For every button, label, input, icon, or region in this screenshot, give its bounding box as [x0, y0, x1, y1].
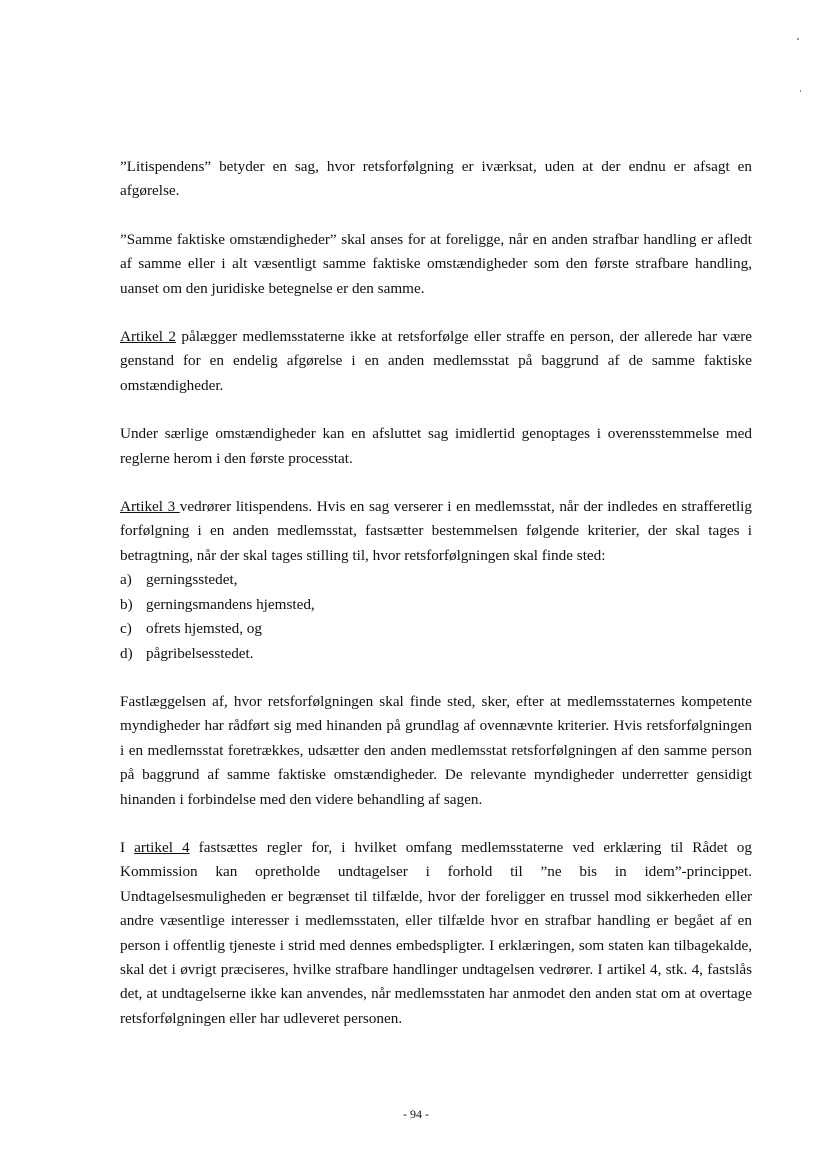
list-item [120, 617, 752, 641]
list-marker: c) [120, 620, 132, 638]
scan-speck [797, 38, 799, 40]
article-4-reference: artikel 4 [134, 838, 190, 856]
list-marker: d) [120, 644, 133, 662]
criteria-list [120, 568, 752, 666]
article-4-text: fastsættes regler for, i hvilket omfang medlemsstaterne ved erklæring til Rådet og Kommission kan opretholde undtagelser i forhold til ”ne bis in idem”-princippet. Undtagelsesmuligheden er begrænset til tilfælde, hvor der foreligger en trussel mod sikkerheden eller andre væsentlige interesser i medlemsstaten, eller tilfælde hvor en strafbar handling er begået af en person i offentlig tjeneste i strid med dennes embedspligter. I erklæringen, som staten kan tilbagekalde, skal det i øvrigt præciseres, hvilke strafbare handlinger undtagelsen vedrører. I artikel 4, stk. 4, fastslås det, at undtagelserne ikke kan anvendes, når medlemsstaten har anmodet den anden stat om at overtage retsforfølgningen eller har udleveret personen. [120, 838, 752, 1027]
list-marker: b) [120, 595, 133, 613]
page-number: - 94 - [403, 1107, 429, 1121]
article-4-paragraph [120, 836, 752, 1031]
article-3-paragraph [120, 495, 752, 568]
reopening-paragraph: Under særlige omstændigheder kan en afsluttet sag imidlertid genoptages i overensstemmelse med reglerne herom i den første processtat. [120, 425, 752, 467]
document-body [120, 155, 752, 1055]
scan-speck [800, 90, 801, 92]
article-3-reference: Artikel 3 [120, 498, 180, 516]
jurisdiction-paragraph: Fastlæggelsen af, hvor retsforfølgningen skal finde sted, sker, efter at medlemsstaternes kompetente myndigheder har rådført sig med hinanden på grundlag af ovennævnte kriterier. Hvis retsforfølgningen i en medlemsstat foretrækkes, udsætter den anden medlemsstat retsforfølgningen af den samme person på baggrund af samme faktiske omstændigheder. De relevante myndigheder underretter gensidigt hinanden i forbindelse med den videre behandling af sagen. [120, 692, 752, 808]
list-item [120, 593, 752, 617]
article-2-reference: Artikel 2 [120, 328, 176, 346]
list-item-text: pågribelsesstedet. [146, 644, 254, 662]
article-2-paragraph [120, 325, 752, 398]
article-3-text: vedrører litispendens. Hvis en sag verserer i en medlemsstat, når der indledes en strafferetlig forfølgning i en anden medlemsstat, fastsætter bestemmelsen følgende kriterier, der skal tages i betragtning, når der skal tages stilling til, hvor retsforfølgningen skal finde sted: [120, 498, 752, 564]
list-item-text: ofrets hjemsted, og [146, 620, 262, 638]
article-2-text: pålægger medlemsstaterne ikke at retsforfølge eller straffe en person, der allerede har være genstand for en endelig afgørelse i en anden medlemsstat på baggrund af de samme faktiske omstændigheder. [120, 328, 752, 394]
article-4-prefix: I [120, 838, 135, 856]
definition-litispendens: ”Litispendens” betyder en sag, hvor retsforfølgning er iværksat, uden at der endnu er afsagt en afgørelse. [120, 158, 752, 200]
list-marker: a) [120, 571, 132, 589]
list-item-text: gerningsmandens hjemsted, [146, 595, 315, 613]
list-item [120, 568, 752, 592]
definition-same-facts: ”Samme faktiske omstændigheder” skal anses for at foreligge, når en anden strafbar handling er afledt af samme eller i alt væsentligt samme faktiske omstændigheder som den første strafbare handling, uanset om den juridiske betegnelse er den samme. [120, 230, 752, 297]
list-item-text: gerningsstedet, [146, 571, 238, 589]
list-item [120, 642, 752, 666]
